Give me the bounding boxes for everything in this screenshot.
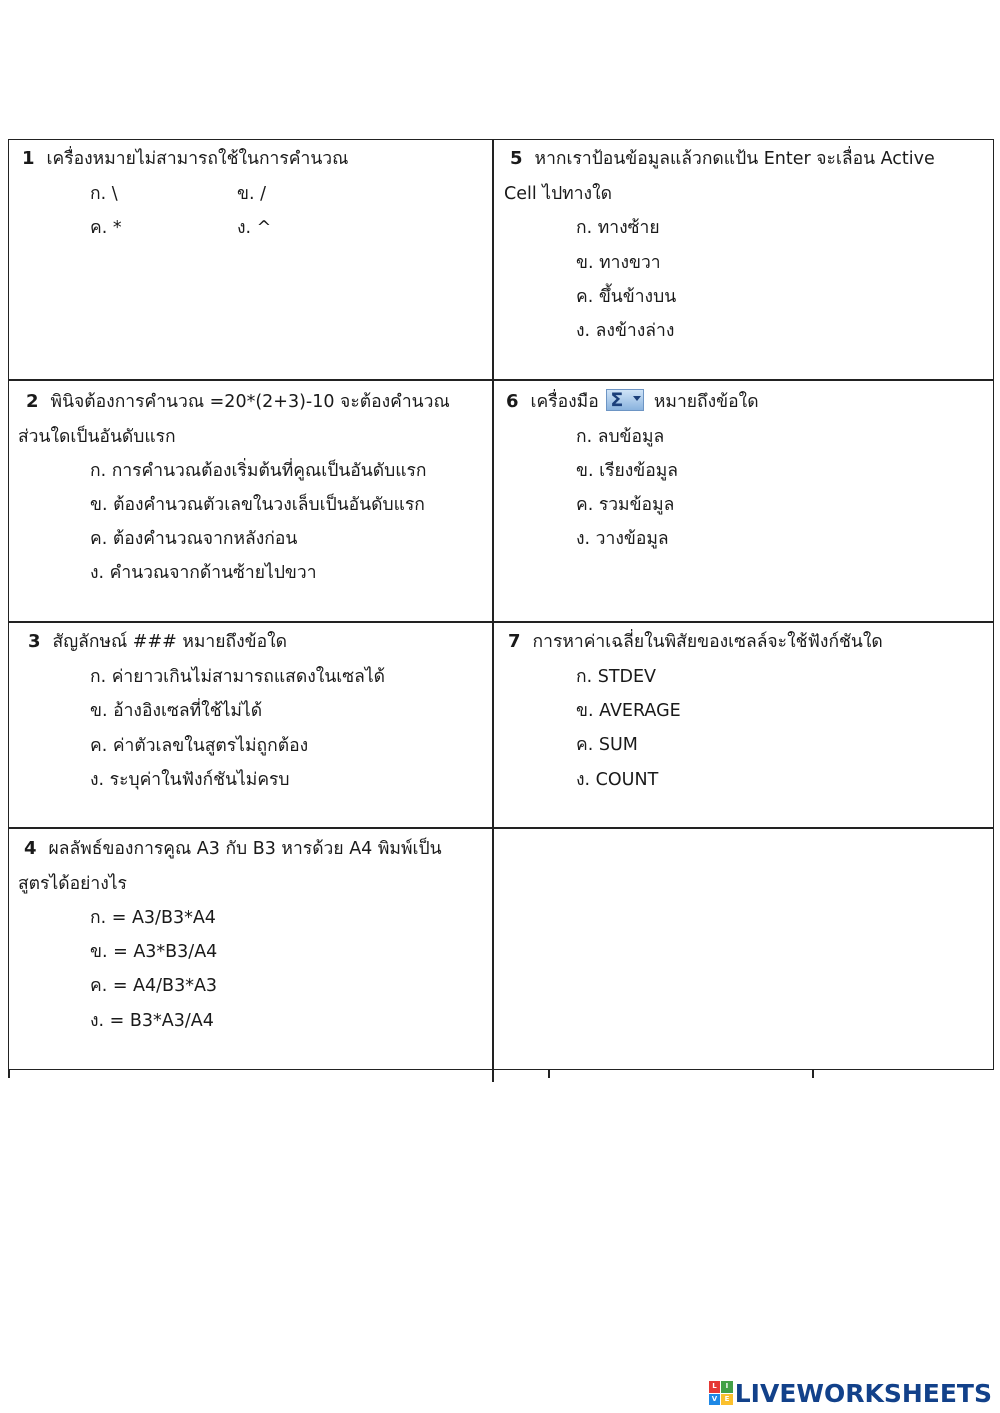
option-d[interactable]: ง. ระบุค่าในฟังก์ชันไม่ครบ [90,770,290,790]
option-c[interactable]: ค. รวมข้อมูล [576,495,675,515]
row-divider [8,621,994,623]
liveworksheets-logo-icon: L I V E [709,1381,733,1405]
question-number: 4 [24,838,37,859]
question-1 [22,142,482,238]
question-number: 6 [506,391,519,412]
question-text: พินิจต้องการคำนวณ =20*(2+3)-10 จะต้องคำนวณ [50,392,450,412]
option-b[interactable]: ข. = A3*B3/A4 [90,942,218,962]
option-b[interactable]: ข. ต้องคำนวณตัวเลขในวงเล็บเป็นอันดับแรก [90,495,425,515]
option-a[interactable]: ก. \ [90,184,118,204]
question-text: สัญลักษณ์ ### หมายถึงข้อใด [52,632,288,652]
option-a[interactable]: ก. ค่ายาวเกินไม่สามารถแสดงในเซลได้ [90,667,386,687]
liveworksheets-footer [709,1377,992,1409]
option-a[interactable]: ก. ลบข้อมูล [576,427,665,447]
question-text: การหาค่าเฉลี่ยในพิสัยของเซลล์จะใช้ฟังก์ชันใด [532,632,883,652]
question-number: 2 [26,391,39,412]
question-4 [18,832,483,1031]
option-c[interactable]: ค. ค่าตัวเลขในสูตรไม่ถูกต้อง [90,736,309,756]
option-b[interactable]: ข. อ้างอิงเซลที่ใช้ไม่ได้ [90,701,263,721]
option-b[interactable]: ข. AVERAGE [576,701,681,721]
option-d[interactable]: ง. COUNT [576,770,659,790]
question-5 [504,142,989,341]
question-3 [18,625,483,790]
option-b[interactable]: ข. เรียงข้อมูล [576,461,679,481]
option-a[interactable]: ก. STDEV [576,667,657,687]
table-edge-tick [812,1070,814,1078]
option-b[interactable]: ข. ทางขวา [576,253,661,273]
brand-name: LIVEWORKSHEETS [734,1378,992,1408]
question-text: เครื่องหมายไม่สามารถใช้ในการคำนวณ [46,149,349,169]
option-c[interactable]: ค. ต้องคำนวณจากหลังก่อน [90,529,298,549]
question-text-cont: Cell ไปทางใด [504,183,612,204]
option-c[interactable]: ค. ขึ้นข้างบน [576,287,677,307]
option-a[interactable]: ก. ทางซ้าย [576,218,660,238]
option-a[interactable]: ก. = A3/B3*A4 [90,908,216,928]
question-2 [18,385,483,583]
row-divider [8,827,994,829]
option-d[interactable]: ง. = B3*A3/A4 [90,1011,214,1031]
option-d[interactable]: ง. ลงข้างล่าง [576,321,675,341]
question-text: ผลลัพธ์ของการคูณ A3 กับ B3 หารด้วย A4 พิมพ์เป็น [48,839,442,859]
table-edge-tick [8,1070,10,1078]
question-text-after: หมายถึงข้อใด [653,392,759,412]
option-c[interactable]: ค. SUM [576,735,638,755]
option-c[interactable]: ค. = A4/B3*A3 [90,976,218,996]
question-number: 5 [510,148,523,169]
question-6 [504,385,989,549]
option-b[interactable]: ข. / [237,184,266,204]
option-d[interactable]: ง. คำนวณจากด้านซ้ายไปขวา [90,563,317,583]
table-edge-tick [548,1070,550,1078]
question-text-cont: สูตรได้อย่างไร [18,873,127,894]
option-c[interactable]: ค. * [90,218,122,238]
question-text-cont: ส่วนใดเป็นอันดับแรก [18,426,176,447]
column-divider [492,139,494,1082]
question-text: หากเราป้อนข้อมูลแล้วกดแป้น Enter จะเลื่อน Active [534,149,935,169]
question-number: 3 [28,631,41,652]
option-a[interactable]: ก. การคำนวณต้องเริ่มต้นที่คูณเป็นอันดับแรก [90,461,427,481]
question-number: 7 [508,631,521,652]
option-d[interactable]: ง. ^ [237,218,272,238]
autosum-icon: Σ [606,389,644,411]
question-7 [504,625,989,790]
option-d[interactable]: ง. วางข้อมูล [576,529,669,549]
question-number: 1 [22,148,35,169]
row-divider [8,379,994,381]
question-text: เครื่องมือ [530,392,599,412]
